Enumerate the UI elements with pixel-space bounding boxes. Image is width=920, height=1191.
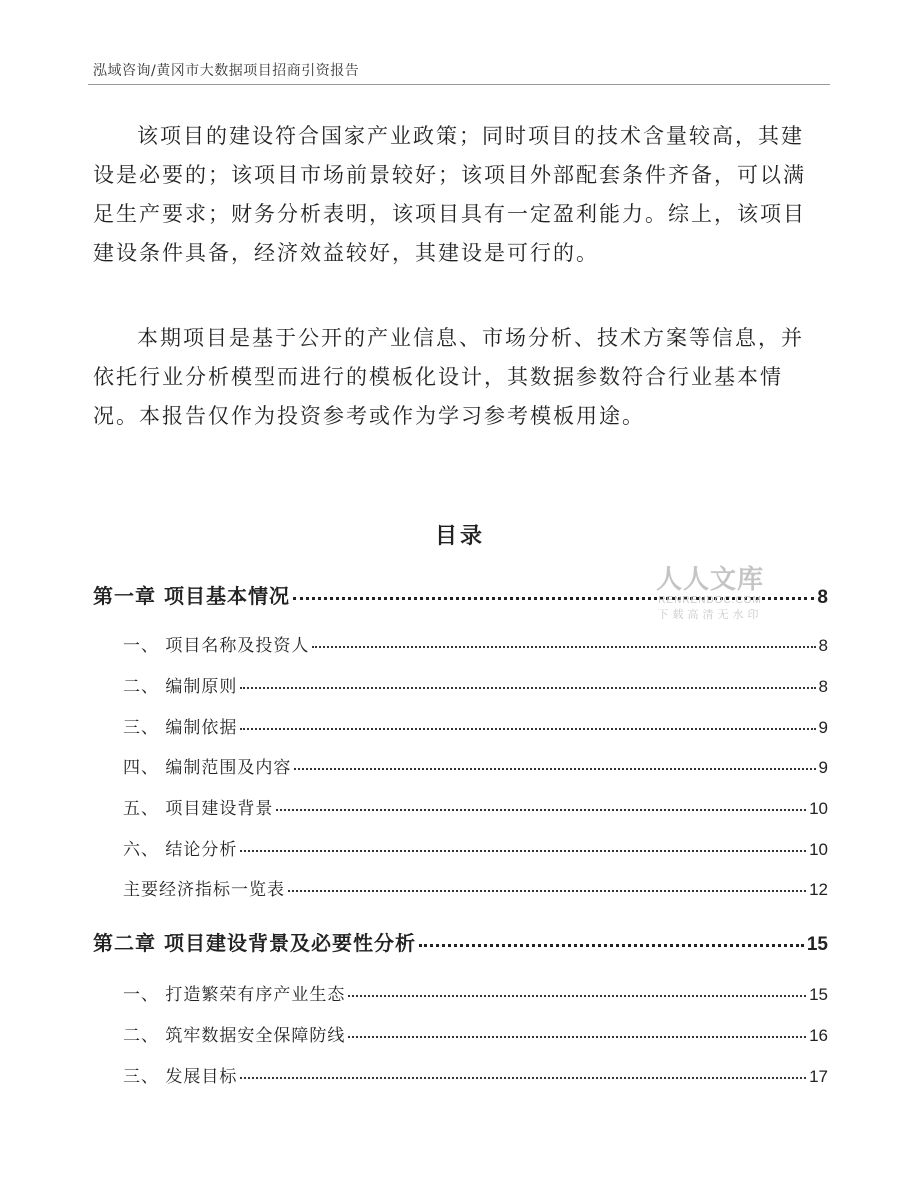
- toc-entry-label: 四、 编制范围及内容: [123, 758, 292, 778]
- toc-entry[interactable]: [93, 713, 828, 738]
- toc-page-number: 9: [818, 758, 828, 777]
- toc-page-number: 15: [806, 934, 828, 955]
- watermark-tagline: 下载高清无水印: [657, 608, 763, 621]
- toc-dot-leader: [240, 728, 815, 730]
- toc-dot-leader: [419, 944, 804, 947]
- toc-page-number: 9: [818, 718, 828, 737]
- toc-entry-label: 六、 结论分析: [123, 840, 238, 860]
- toc-page-number: 16: [809, 1026, 828, 1045]
- toc-entry-label: 主要经济指标一览表: [123, 880, 285, 900]
- toc-dot-leader: [288, 890, 806, 892]
- toc-entry-label: 第一章 项目基本情况: [93, 584, 290, 608]
- toc-entry-label: 第二章 项目建设背景及必要性分析: [93, 931, 416, 955]
- toc-entry[interactable]: [93, 980, 828, 1005]
- toc-dot-leader: [312, 646, 815, 648]
- toc-entry-label: 二、 编制原则: [123, 677, 238, 697]
- toc-page-number: 8: [818, 636, 828, 655]
- toc-page-number: 12: [809, 880, 828, 899]
- watermark-url-text: RENRENDOC.COM: [658, 595, 762, 606]
- toc-page-number: 8: [817, 587, 828, 608]
- toc-entry[interactable]: [93, 794, 828, 819]
- toc-page-number: 10: [809, 799, 828, 818]
- toc-entry-label: 一、 项目名称及投资人: [123, 636, 310, 656]
- toc-entry-label: 三、 编制依据: [123, 718, 238, 738]
- body-paragraph: 该项目的建设符合国家产业政策；同时项目的技术含量较高，其建设是必要的；该项目市场前景较好；该项目外部配套条件齐备，可以满足生产要求；财务分析表明，该项目具有一定盈利能力。综上，该项目建设条件具备，经济效益较好，其建设是可行的。: [93, 124, 806, 265]
- toc-entry[interactable]: [93, 753, 828, 778]
- toc-entry-label: 二、 筑牢数据安全保障防线: [123, 1026, 346, 1046]
- toc-entry-label: 三、 发展目标: [123, 1067, 238, 1087]
- running-header: 泓域咨询/黄冈市大数据项目招商引资报告: [93, 63, 360, 79]
- toc-page-number: 10: [809, 840, 828, 859]
- toc-dot-leader: [240, 1077, 806, 1079]
- toc-entry[interactable]: [93, 631, 828, 656]
- toc-page-number: 15: [809, 985, 828, 1004]
- body-paragraph: 本期项目是基于公开的产业信息、市场分析、技术方案等信息，并依托行业分析模型而进行的模板化设计，其数据参数符合行业基本情况。本报告仅作为投资参考或作为学习参考模板用途。: [93, 326, 804, 428]
- toc-entry[interactable]: [93, 1062, 828, 1087]
- toc-dot-leader: [240, 850, 806, 852]
- toc-dot-leader: [294, 768, 815, 770]
- watermark-main-text: 人人文库: [655, 565, 764, 595]
- toc-entry-label: 一、 打造繁荣有序产业生态: [123, 985, 346, 1005]
- toc-title: 目录: [434, 524, 485, 549]
- toc-dot-leader: [348, 1036, 806, 1038]
- toc-entry-chapter-1[interactable]: [93, 580, 828, 609]
- toc-entry[interactable]: [93, 1021, 828, 1046]
- toc-entry[interactable]: [93, 672, 828, 697]
- header-rule: [88, 84, 830, 85]
- toc-entry[interactable]: [93, 835, 828, 860]
- toc-dot-leader: [348, 995, 806, 997]
- toc-entry-label: 五、 项目建设背景: [123, 799, 274, 819]
- toc-dot-leader: [293, 597, 814, 600]
- toc-dot-leader: [240, 687, 815, 689]
- toc-page-number: 17: [809, 1067, 828, 1086]
- toc-entry[interactable]: [93, 875, 828, 900]
- toc-dot-leader: [276, 809, 806, 811]
- toc-entry-chapter-2[interactable]: [93, 927, 828, 956]
- toc-page-number: 8: [818, 677, 828, 696]
